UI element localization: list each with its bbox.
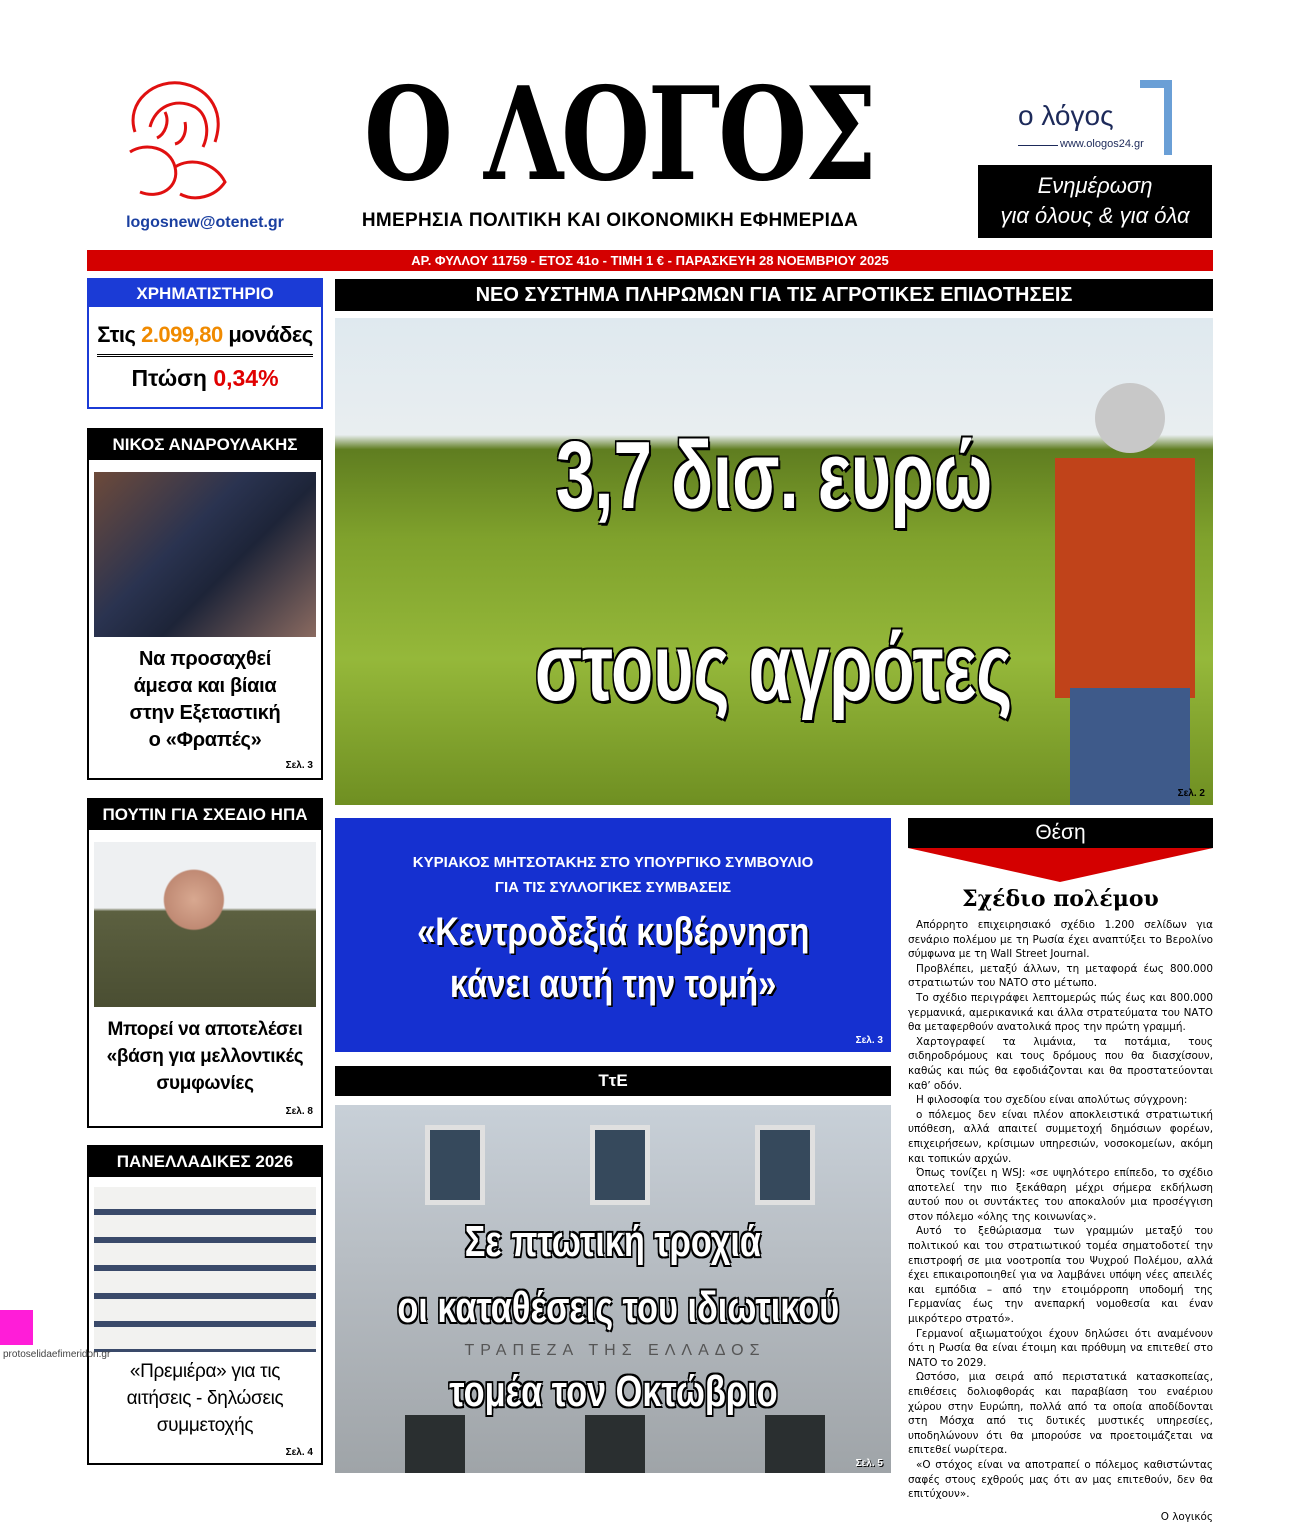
editorial-header: Θέση [908, 818, 1213, 848]
page-ref: Σελ. 2 [1177, 788, 1205, 799]
page-ref: Σελ. 3 [285, 760, 313, 771]
editorial-title: Σχέδιο πολέμου [962, 886, 1159, 912]
lead-headline-line2: στους αγρότες [535, 614, 1013, 721]
editorial-signature: Ο λογικός [1160, 1510, 1213, 1523]
lead-kicker: ΝΕΟ ΣΥΣΤΗΜΑ ΠΛΗΡΩΜΩΝ ΓΙΑ ΤΙΣ ΑΓΡΟΤΙΚΕΣ ΕΠΙΔΟΤΗΣΕΙΣ [335, 279, 1213, 311]
tagline-line2: για όλους & για όλα [1000, 203, 1190, 228]
sidebar-story-panellinies[interactable] [87, 1145, 323, 1465]
stock-value: 2.099,80 [141, 322, 223, 347]
newspaper-logo-emblem [115, 72, 240, 207]
story-text: Να προσαχθεί άμεσα και βίαια στην Εξεταστική ο «Φραπές» [129, 648, 281, 751]
stock-change-label: Πτώση [131, 365, 207, 391]
stock-post: μονάδες [228, 322, 313, 347]
lead-headline-line1: 3,7 δισ. ευρώ [555, 422, 993, 529]
sidebar-story-androulakis[interactable] [87, 428, 323, 780]
logo24-name: ο λόγος [1018, 100, 1114, 131]
story-text: Μπορεί να αποτελέσει «βάση για μελλοντικές συμφωνίες [106, 1019, 304, 1094]
tagline-line1: Ενημέρωση [1037, 173, 1153, 198]
mitsotakis-story[interactable] [335, 818, 891, 1052]
story-header: ΝΙΚΟΣ ΑΝΔΡΟΥΛΑΚΗΣ [89, 430, 321, 460]
stock-index-line [97, 322, 313, 357]
bank-headline-line3: τομέα τον Οκτώβριο [448, 1367, 778, 1416]
stock-header: ΧΡΗΜΑΤΙΣΤΗΡΙΟ [89, 280, 321, 307]
contact-email[interactable]: logosnew@otenet.gr [126, 214, 284, 231]
stock-change: 0,34% [213, 365, 279, 391]
story-text: «Πρεμιέρα» για τις αιτήσεις - δηλώσεις συμμετοχής [126, 1361, 284, 1436]
issue-info-bar: ΑΡ. ΦΥΛΛΟΥ 11759 - ΕΤΟΣ 41ο - ΤΙΜΗ 1 € - ΠΑΡΑΣΚΕΥΗ 28 ΝΟΕΜΒΡΙΟΥ 2025 [87, 250, 1213, 271]
story-header: ΠΑΝΕΛΛΑΔΙΚΕΣ 2026 [89, 1147, 321, 1177]
logo24-rule [1018, 145, 1058, 146]
ologos24-logo[interactable] [1010, 78, 1180, 158]
facade-inscription: ΤΡΑΠΕΖΑ ΤΗΣ ΕΛΛΑΔΟΣ [464, 1342, 766, 1359]
androulakis-photo [94, 472, 316, 637]
story-quote: «Κεντροδεξιά κυβέρνηση [416, 910, 810, 954]
newspaper-title: Ο ΛΟΓΟΣ [363, 60, 875, 210]
editorial-body: Απόρρητο επιχειρησιακό σχέδιο 1.200 σελίδων για σενάριο πολέμου με τη Ρωσία έχει αναπτύξει το Βερολίνο σύμφωνα με τη Wall Street Journal. Προβλέπει, μεταξύ άλλων, τη μεταφορά έως 800.000 στρατιωτών του ΝΑΤΟ στο μέτωπο. Το σχέδιο περιγράφει λεπτομερώς πώς έως και 800.000 γερμανικά, αμερικανικά και άλλα στρατεύματα του ΝΑΤΟ θα μεταφερθούν ανατολικά προς την πρώτη γραμμή. Χαρτογραφεί τα λιμάνια, τα ποτάμια, τους σιδηροδρόμους και τους δρόμους που θα διασχίσουν, καθώς και πώς θα εφοδιάζονται και θα προστατεύονται καθ’ οδόν. Η φιλοσοφία του σχεδίου είναι απολύτως σύγχρονη: ο πόλεμος δεν είναι πλέον αποκλειστικά στρατιωτική υπόθεση, αλλά απαιτεί συμμετοχή δημόσιων φορέων, επιχειρήσεων, κρίσιμων υπηρεσιών, νοσοκομείων, ακόμη και τοπικών αρχών. Όπως τονίζει η WSJ: «σε υψηλότερο επίπεδο, το σχέδιο αποτελεί την πιο ξεκάθαρη μέχρι σήμερα εκδήλωση αυτού που οι συντάκτες του αποκαλούν μια προσέγγιση στον πόλεμο «όλης της κοινωνίας». Αυτό το ξεθώριασμα των γραμμών μεταξύ του πολιτικού και του στρατιωτικού τομέα σηματοδοτεί την επιστροφή σε μια νοοτροπία του Ψυχρού Πολέμου, αλλά έχει επικαιροποιηθεί για να λαμβάνει υπόψη νέες απειλές και εμπόδια – από την ετοιμόρροπη υποδομή της Γερμανίας έως την ανεπαρκή νομοθεσία και έναν μικρότερο στρατό». Γερμανοί αξιωματούχοι έχουν δηλώσει ότι αναμένουν ότι η Ρωσία θα είναι έτοιμη και πρόθυμη να επιτεθεί στο ΝΑΤΟ το 2029. Ωστόσο, μια σειρά από περιστατικά κατασκοπείας, επιθέσεις δολιοφθοράς και παραβίαση του εναέριου χώρου στην Ευρώπη, πολλά από τα οποία αποδίδονται στη Μόσχα από τις δυτικές μυστικές υπηρεσίες, υποδηλώνουν ότι θα μπορούσε να προετοιμάζεται να επιτεθεί νωρίτερα. «Ο στόχος είναι να αποτραπεί ο πόλεμος καθιστώντας σαφές στους εχθρούς μας ότι αν μας επιτεθούν, δεν θα επιτύχουν». Ο λογικός [908, 919, 1213, 1523]
logo24-number-mark [1140, 80, 1172, 155]
classroom-photo [94, 1187, 316, 1352]
bank-of-greece-photo[interactable] [335, 1105, 891, 1473]
page-ref: Σελ. 4 [285, 1447, 313, 1458]
bank-headline-line2: οι καταθέσεις του ιδιωτικού [397, 1283, 840, 1332]
red-triangle-decoration [908, 848, 1213, 882]
story-kicker: ΚΥΡΙΑΚΟΣ ΜΗΤΣΟΤΑΚΗΣ ΣΤΟ ΥΠΟΥΡΓΙΚΟ ΣΥΜΒΟΥΛΙΟ [412, 854, 814, 871]
stock-market-box [87, 278, 323, 409]
story-header: ΠΟΥΤΙΝ ΓΙΑ ΣΧΕΔΙΟ ΗΠΑ [89, 800, 321, 830]
bank-kicker: ΤτΕ [335, 1066, 891, 1096]
story-kicker: ΓΙΑ ΤΙΣ ΣΥΛΛΟΓΙΚΕΣ ΣΥΜΒΑΣΕΙΣ [494, 879, 732, 896]
page-ref: Σελ. 8 [285, 1106, 313, 1117]
page-ref: Σελ. 5 [855, 1458, 883, 1469]
watermark: protoselidaefimeridon.gr [3, 1349, 111, 1360]
stock-change-line [89, 365, 321, 392]
farmer-figure [1035, 338, 1205, 805]
newspaper-subtitle: ΗΜΕΡΗΣΙΑ ΠΟΛΙΤΙΚΗ ΚΑΙ ΟΙΚΟΝΟΜΙΚΗ ΕΦΗΜΕΡΙΔΑ [361, 210, 859, 231]
pink-marker [0, 1310, 33, 1345]
bank-headline-line1: Σε πτωτική τροχιά [464, 1217, 762, 1266]
page-ref: Σελ. 3 [855, 1035, 883, 1046]
sidebar-story-putin[interactable] [87, 798, 323, 1128]
lead-story-photo[interactable] [335, 318, 1213, 805]
putin-photo [94, 842, 316, 1007]
tagline-box [978, 165, 1212, 238]
stock-pre: Στις [97, 322, 136, 347]
logo24-url: www.ologos24.gr [1060, 138, 1144, 150]
story-quote: κάνει αυτή την τομή» [449, 962, 777, 1006]
